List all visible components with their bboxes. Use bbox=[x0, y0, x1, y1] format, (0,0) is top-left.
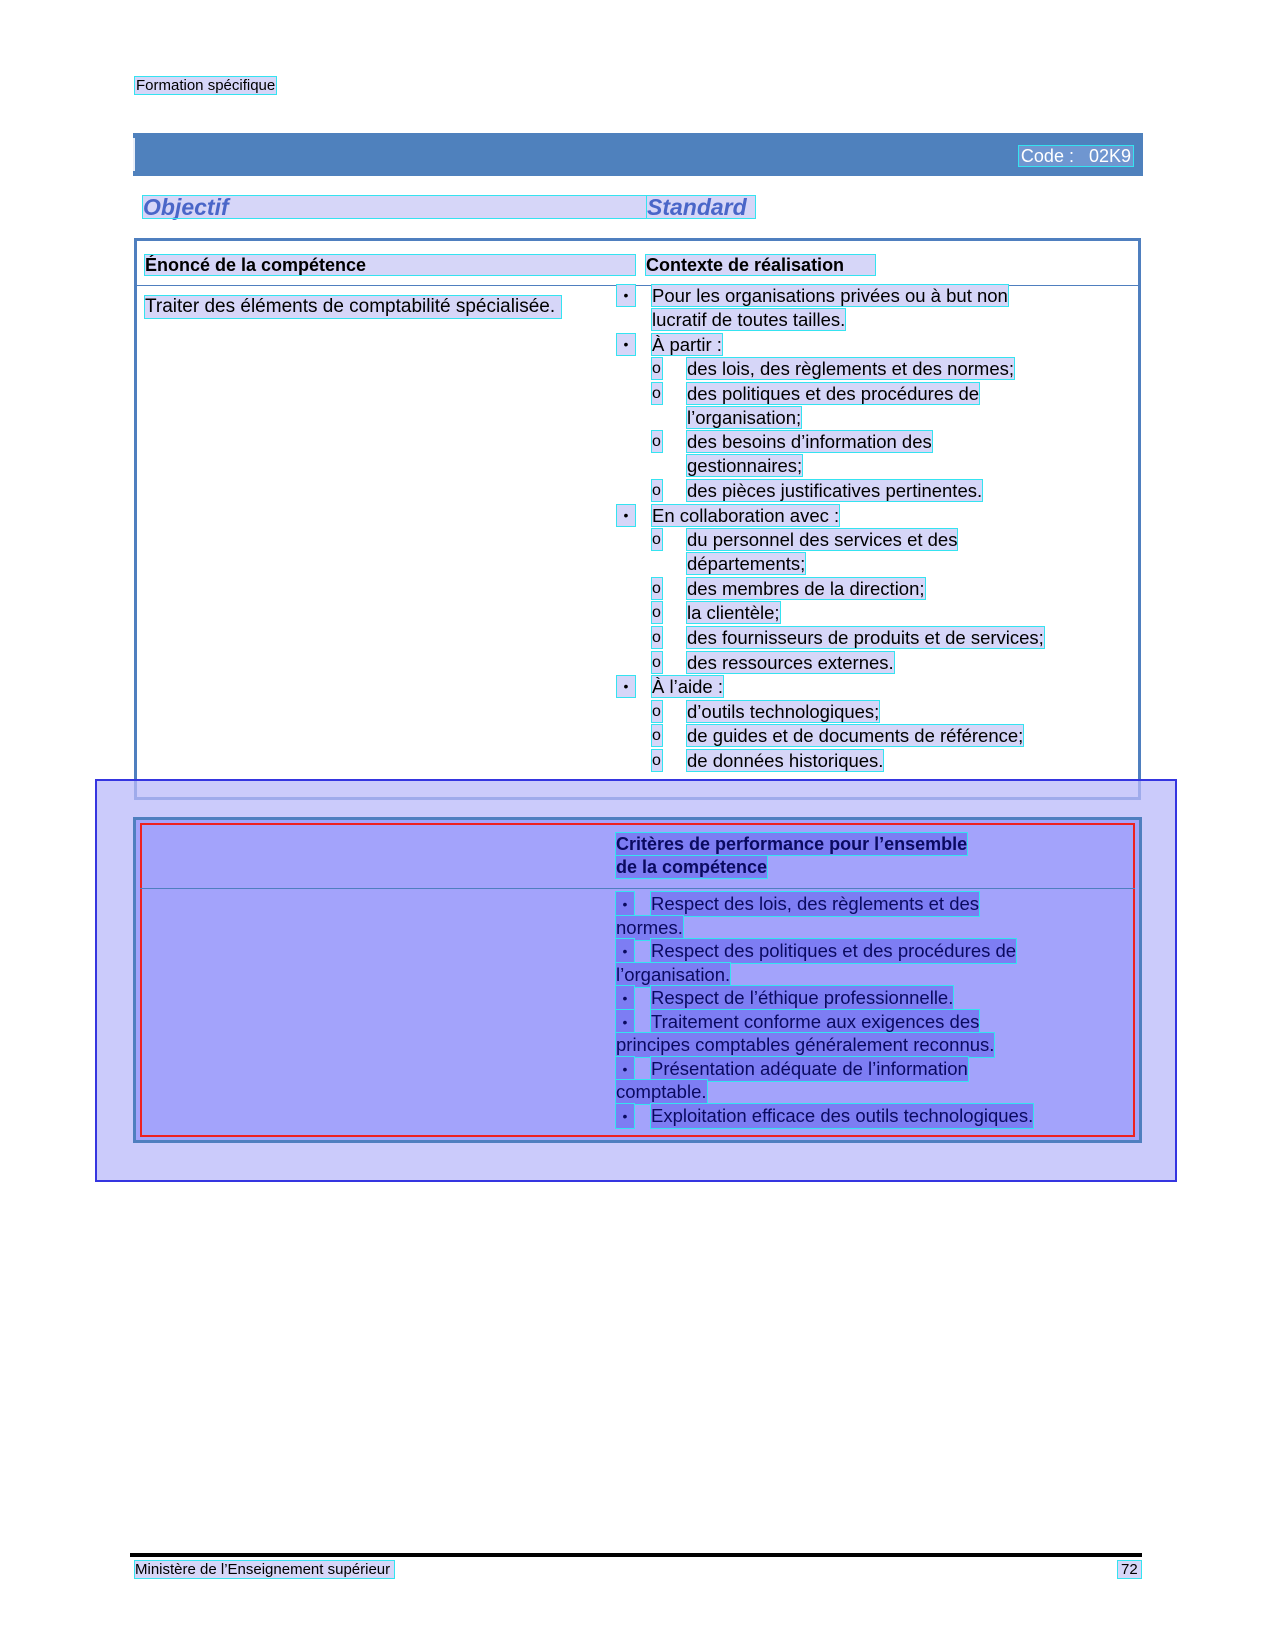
criterion-line: l’organisation. bbox=[616, 963, 731, 985]
criteria-title-line: de la compétence bbox=[616, 857, 768, 877]
code-bar-divider bbox=[133, 138, 135, 171]
competency-code: Code : 02K9 bbox=[1020, 146, 1131, 166]
sub-bullet-icon: o bbox=[652, 384, 661, 402]
sub-bullet-icon: o bbox=[652, 727, 661, 745]
criterion-line: Respect des politiques et des procédures de bbox=[651, 940, 1017, 961]
column-headers bbox=[143, 196, 758, 218]
contexte-item-line: de guides et de documents de référence; bbox=[687, 725, 1024, 747]
criterion-line: comptable. bbox=[616, 1081, 707, 1102]
contexte-item-line: des membres de la direction; bbox=[687, 577, 925, 599]
contexte-item-line: lucratif de toutes tailles. bbox=[652, 309, 846, 330]
criteria-title-line: Critères de performance pour l’ensemble bbox=[616, 834, 968, 854]
page-number: 72 bbox=[1118, 1561, 1141, 1578]
contexte-item-line: la clientèle; bbox=[687, 602, 780, 624]
sub-bullet-icon: o bbox=[652, 531, 661, 549]
contexte-item-line: En collaboration avec : bbox=[652, 504, 840, 526]
bullet-icon: • bbox=[617, 334, 635, 355]
criterion-line: normes. bbox=[616, 916, 683, 938]
footer-ministry: Ministère de l’Enseignement supérieur bbox=[135, 1561, 394, 1578]
criterion-line: Respect des lois, des règlements et des bbox=[651, 893, 980, 914]
contexte-item-line: des besoins d’information des bbox=[687, 431, 932, 453]
objectif-heading: Objectif bbox=[143, 196, 753, 218]
contexte-header: Contexte de réalisation bbox=[646, 255, 875, 275]
contexte-item-line: d’outils technologiques; bbox=[687, 700, 880, 722]
bullet-icon: • bbox=[616, 1057, 634, 1081]
bullet-icon: • bbox=[616, 1104, 634, 1128]
criterion-line: Présentation adéquate de l’information bbox=[651, 1057, 968, 1079]
contexte-item-line: l’organisation; bbox=[687, 406, 802, 428]
footer-rule bbox=[130, 1553, 1142, 1557]
sub-bullet-icon: o bbox=[652, 702, 661, 720]
bullet-icon: • bbox=[617, 285, 635, 306]
contexte-item-line: départements; bbox=[687, 553, 806, 575]
standard-heading: Standard bbox=[647, 196, 755, 218]
sub-bullet-icon: o bbox=[652, 579, 661, 597]
sub-bullet-icon: o bbox=[652, 482, 661, 499]
contexte-item-line: À l’aide : bbox=[652, 676, 723, 698]
contexte-item-line: des pièces justificatives pertinentes. bbox=[687, 480, 983, 501]
section-header: Formation spécifique bbox=[136, 77, 276, 94]
competence-table bbox=[134, 238, 1141, 800]
sub-bullet-icon: o bbox=[652, 604, 661, 622]
criterion-line: Traitement conforme aux exigences des bbox=[651, 1010, 980, 1032]
table-divider bbox=[140, 888, 1135, 889]
contexte-item-line: de données historiques. bbox=[687, 750, 884, 771]
contexte-item-line: des politiques et des procédures de bbox=[687, 382, 980, 404]
sub-bullet-icon: o bbox=[652, 360, 661, 378]
bullet-icon: • bbox=[617, 676, 635, 697]
contexte-item-line: des lois, des règlements et des normes; bbox=[687, 358, 1014, 380]
bullet-icon: • bbox=[616, 1010, 634, 1034]
sub-bullet-icon: o bbox=[652, 653, 661, 671]
bullet-icon: • bbox=[616, 986, 634, 1010]
contexte-item-line: Pour les organisations privées ou à but non bbox=[652, 285, 1008, 306]
enonce-text: Traiter des éléments de comptabilité spécialisée. bbox=[145, 296, 561, 318]
contexte-item-line: gestionnaires; bbox=[687, 455, 803, 477]
bullet-icon: • bbox=[616, 939, 634, 963]
criterion-line: Exploitation efficace des outils technologiques. bbox=[651, 1104, 1034, 1126]
contexte-item-line: des fournisseurs de produits et de services; bbox=[687, 627, 1044, 648]
contexte-item-line: des ressources externes. bbox=[687, 651, 894, 673]
bullet-icon: • bbox=[616, 892, 634, 916]
contexte-item-line: À partir : bbox=[652, 333, 722, 355]
contexte-item-line: du personnel des services et des bbox=[687, 529, 958, 551]
criterion-line: Respect de l’éthique professionnelle. bbox=[651, 987, 954, 1008]
criteria-table bbox=[133, 817, 1142, 1143]
criterion-line: principes comptables généralement reconnus. bbox=[616, 1034, 995, 1055]
sub-bullet-icon: o bbox=[652, 752, 661, 769]
sub-bullet-icon: o bbox=[652, 433, 661, 451]
bullet-icon: • bbox=[617, 505, 635, 526]
code-bar bbox=[133, 133, 1143, 176]
sub-bullet-icon: o bbox=[652, 629, 661, 646]
enonce-header: Énoncé de la compétence bbox=[145, 255, 635, 275]
